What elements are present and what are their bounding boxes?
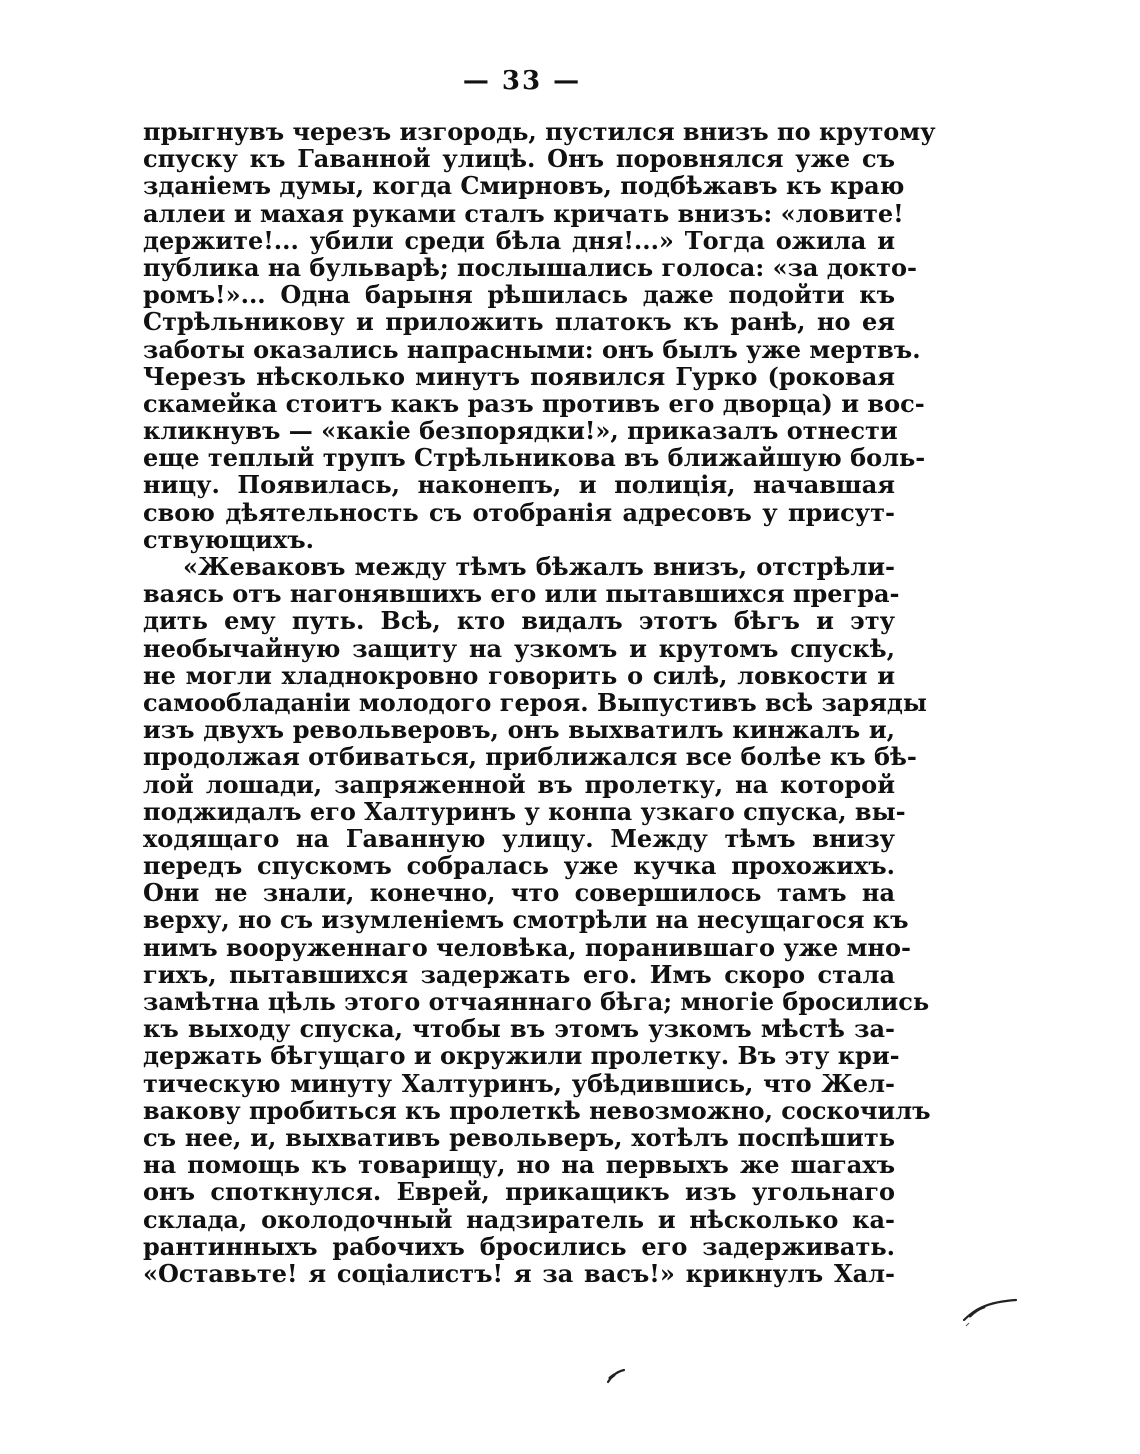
text-line: къ выходу спуска, чтобы въ этомъ узкомъ мѣстѣ за- [143,1014,895,1044]
text-line: замѣтна цѣль этого отчаяннаго бѣга; многіе бросились [143,987,930,1016]
text-line: Стрѣльникову и приложить платокъ къ ранѣ, но ея [143,307,895,337]
text-line: ходящаго на Гаванную улицу. Между тѣмъ внизу [143,823,895,853]
text-line: ницу. Появилась, наконепъ, и полиція, начавшая [143,470,895,500]
paragraph [143,552,931,1288]
text-line: поджидалъ его Халтуринъ у конпа узкаго спуска, вы- [143,796,906,826]
text-line: держать бѣгущаго и окружили пролетку. Въ эту кри- [143,1041,900,1071]
text-line: спуску къ Гаванной улицѣ. Онъ поровнялся уже съ [143,144,895,174]
text-line: рантинныхъ рабочихъ бросились его задерживать. [143,1231,895,1261]
text-line: продолжая отбиваться, приближался все болѣе къ бѣ- [143,742,917,772]
text-line: «Оставьте! я соціалистъ! я за васъ!» крикнулъ Хал- [143,1258,895,1288]
text-line: вакову пробиться къ пролеткѣ невозможно, соскочилъ [143,1095,931,1125]
text-line: не могли хладнокровно говорить о силѣ, ловкости и [143,660,895,690]
page-number: — 33 — [462,66,582,96]
text-line: держите!... убили среди бѣла дня!...» Тогда ожила и [143,225,895,255]
text-line: Черезъ нѣсколько минутъ появился Гурко (роковая [143,361,895,391]
text-line: тическую минуту Халтуринъ, убѣдившись, что Жел- [143,1068,895,1098]
text-line: гихъ, пытавшихся задержать его. Имъ скоро стала [143,959,895,989]
text-line: «Жеваковъ между тѣмъ бѣжалъ внизъ, отстрѣли- [183,552,895,581]
text-line: ромъ!»... Одна барыня рѣшилась даже подойти къ [143,280,895,310]
text-line: лой лошади, запряженной въ пролетку, на которой [143,769,895,799]
text-line: съ нее, и, выхвативъ револьверъ, хотѣлъ поспѣшить [143,1122,895,1152]
text-line: самообладаніи молодого героя. Выпустивъ всѣ заряды [143,687,927,717]
pencil-stroke-mark [960,1290,1020,1330]
text-line: кликнувъ — «какіе безпорядки!», приказалъ отнести [143,416,898,446]
text-line: на помощь къ товарищу, но на первыхъ же шагахъ [143,1150,895,1180]
text-line: скамейка стоитъ какъ разъ противъ его дворца) и вос- [143,388,925,418]
text-line: заботы оказались напрасными: онъ былъ уже мертвъ. [143,334,921,364]
text-line: необычайную защиту на узкомъ и крутомъ спускѣ, [143,633,895,663]
text-line: ствующихъ. [143,524,314,554]
text-line: Они не знали, конечно, что совершилось тамъ на [143,878,895,908]
text-line: склада, околодочный надзиратель и нѣсколько ка- [143,1204,895,1234]
text-line: аллеи и махая руками сталъ кричать внизъ: «ловите! [143,198,904,228]
text-line: нимъ вооруженнаго человѣка, поранившаго уже мно- [143,932,911,962]
text-line: передъ спускомъ собралась уже кучка прохожихъ. [143,851,895,881]
text-line: прыгнувъ черезъ изгородь, пустился внизъ по крутому [143,117,936,146]
text-line: публика на бульварѣ; послышались голоса: «за докто- [143,252,917,282]
text-line: ваясь отъ нагонявшихъ его или пытавшихся прегра- [143,579,900,609]
pencil-tick-mark [600,1362,630,1386]
paragraph [143,117,936,554]
text-line: дить ему путь. Всѣ, кто видалъ этотъ бѣгъ и эту [143,606,895,636]
body-text [143,117,936,1288]
text-line: еще теплый трупъ Стрѣльникова въ ближайшую боль- [143,443,926,473]
text-line: изъ двухъ револьверовъ, онъ выхватилъ кинжалъ и, [143,715,895,745]
text-line: верху, но съ изумленіемъ смотрѣли на несущагося къ [143,905,909,935]
text-line: свою дѣятельность съ отобранія адресовъ у присут- [143,497,895,527]
text-line: зданіемъ думы, когда Смирновъ, подбѣжавъ къ краю [143,171,905,201]
text-line: онъ споткнулся. Еврей, прикащикъ изъ угольнаго [143,1177,895,1207]
